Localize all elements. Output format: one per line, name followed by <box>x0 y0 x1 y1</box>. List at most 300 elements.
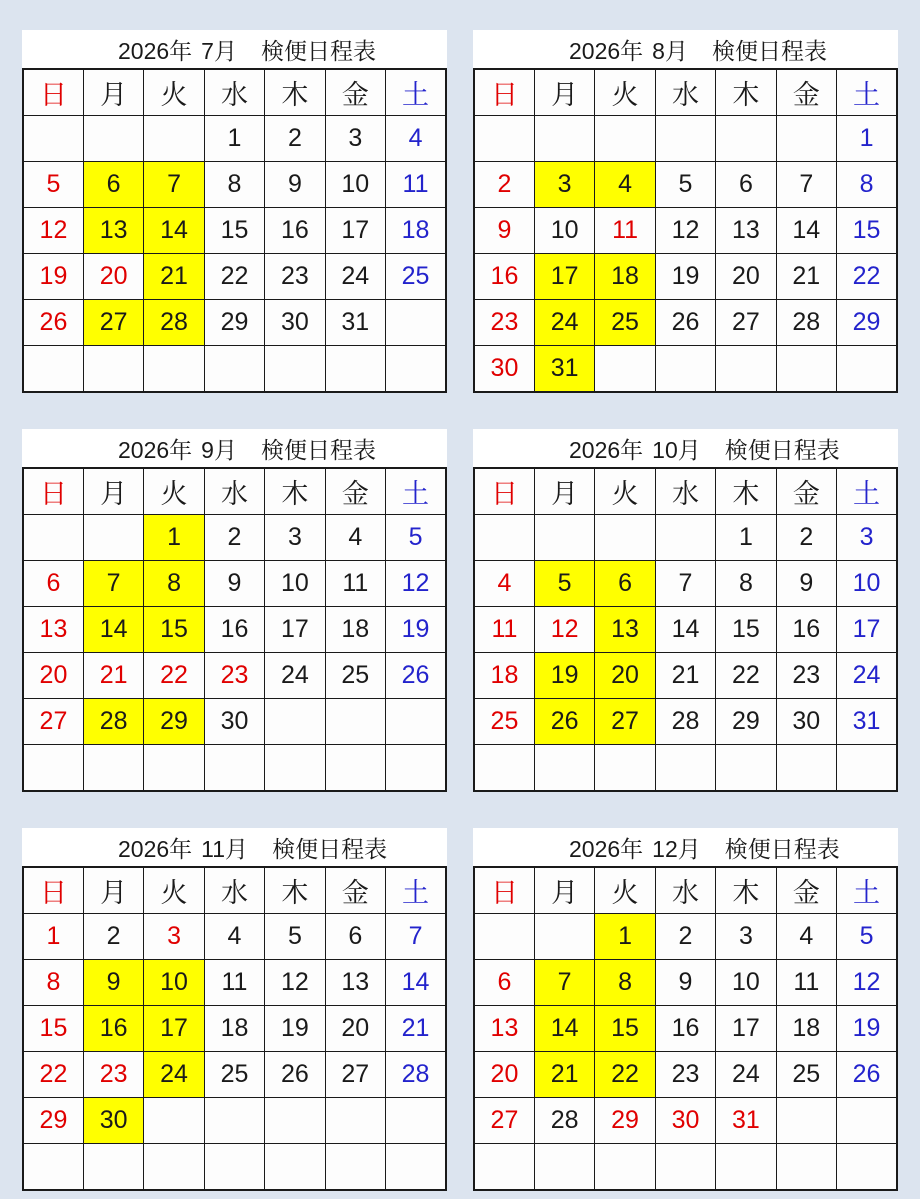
day-cell-19: 19 <box>534 653 594 699</box>
day-cell-empty <box>265 1098 325 1144</box>
weekday-header-row <box>474 468 897 515</box>
day-cell-empty <box>325 346 385 393</box>
weekday-header-row <box>23 468 446 515</box>
day-cell-empty <box>83 346 143 393</box>
day-cell-29: 29 <box>204 300 264 346</box>
day-cell-5: 5 <box>534 561 594 607</box>
weekday-header-fri: 金 <box>776 69 836 116</box>
day-cell-empty <box>23 515 83 561</box>
day-cell-empty <box>776 1098 836 1144</box>
day-cell-28: 28 <box>776 300 836 346</box>
day-cell-6: 6 <box>716 162 776 208</box>
weekday-header-mon: 月 <box>83 69 143 116</box>
day-cell-4: 4 <box>325 515 385 561</box>
day-cell-18: 18 <box>474 653 534 699</box>
day-cell-24: 24 <box>325 254 385 300</box>
week-row <box>474 208 897 254</box>
day-cell-2: 2 <box>83 914 143 960</box>
day-cell-20: 20 <box>23 653 83 699</box>
weekday-header-fri: 金 <box>776 867 836 914</box>
day-cell-14: 14 <box>655 607 715 653</box>
weekday-header-thu: 木 <box>716 468 776 515</box>
week-row <box>474 1144 897 1191</box>
day-cell-empty <box>474 116 534 162</box>
day-cell-empty <box>716 346 776 393</box>
day-cell-30: 30 <box>655 1098 715 1144</box>
day-cell-empty <box>474 745 534 792</box>
day-cell-empty <box>23 346 83 393</box>
day-cell-empty <box>265 745 325 792</box>
calendar-title-year: 2026年 <box>569 37 644 64</box>
day-cell-17: 17 <box>144 1006 204 1052</box>
calendar-title-suffix: 検便日程表 <box>711 37 827 64</box>
day-cell-empty <box>265 1144 325 1191</box>
day-cell-22: 22 <box>144 653 204 699</box>
day-cell-19: 19 <box>265 1006 325 1052</box>
calendar-title-year: 2026年 <box>118 835 193 862</box>
day-cell-1: 1 <box>144 515 204 561</box>
weekday-header-sat: 土 <box>837 69 897 116</box>
weekday-header-mon: 月 <box>534 867 594 914</box>
day-cell-empty <box>534 745 594 792</box>
week-row <box>474 346 897 393</box>
day-cell-4: 4 <box>386 116 446 162</box>
calendar-title-month: 9月 <box>201 436 237 463</box>
day-cell-empty <box>386 1144 446 1191</box>
day-cell-empty <box>837 745 897 792</box>
day-cell-empty <box>776 1144 836 1191</box>
calendar-body <box>474 515 897 792</box>
week-row <box>474 1006 897 1052</box>
day-cell-27: 27 <box>595 699 655 745</box>
day-cell-10: 10 <box>325 162 385 208</box>
day-cell-13: 13 <box>474 1006 534 1052</box>
day-cell-9: 9 <box>204 561 264 607</box>
day-cell-19: 19 <box>837 1006 897 1052</box>
day-cell-23: 23 <box>204 653 264 699</box>
day-cell-20: 20 <box>716 254 776 300</box>
day-cell-20: 20 <box>474 1052 534 1098</box>
day-cell-29: 29 <box>716 699 776 745</box>
week-row <box>474 254 897 300</box>
weekday-header-wed: 水 <box>655 69 715 116</box>
day-cell-empty <box>837 346 897 393</box>
day-cell-9: 9 <box>474 208 534 254</box>
calendar-title-month: 10月 <box>652 436 701 463</box>
day-cell-empty <box>534 116 594 162</box>
day-cell-29: 29 <box>144 699 204 745</box>
week-row <box>23 914 446 960</box>
calendar-block-1 <box>22 30 447 393</box>
day-cell-2: 2 <box>776 515 836 561</box>
calendar-block-4 <box>473 429 898 792</box>
day-cell-4: 4 <box>595 162 655 208</box>
calendar-table <box>473 467 898 792</box>
week-row <box>23 208 446 254</box>
day-cell-31: 31 <box>325 300 385 346</box>
calendar-block-3 <box>22 429 447 792</box>
day-cell-empty <box>204 346 264 393</box>
day-cell-empty <box>204 1144 264 1191</box>
day-cell-16: 16 <box>776 607 836 653</box>
calendar-title-suffix: 検便日程表 <box>260 436 376 463</box>
calendar-title <box>22 30 447 68</box>
day-cell-1: 1 <box>716 515 776 561</box>
calendar-body <box>474 116 897 393</box>
weekday-header-fri: 金 <box>325 867 385 914</box>
week-row <box>474 914 897 960</box>
calendar-title-suffix: 検便日程表 <box>724 436 840 463</box>
day-cell-5: 5 <box>265 914 325 960</box>
day-cell-12: 12 <box>386 561 446 607</box>
week-row <box>474 1098 897 1144</box>
week-row <box>474 300 897 346</box>
week-row <box>23 254 446 300</box>
day-cell-31: 31 <box>837 699 897 745</box>
day-cell-19: 19 <box>655 254 715 300</box>
day-cell-10: 10 <box>837 561 897 607</box>
day-cell-3: 3 <box>265 515 325 561</box>
day-cell-empty <box>386 1098 446 1144</box>
day-cell-27: 27 <box>716 300 776 346</box>
day-cell-4: 4 <box>204 914 264 960</box>
day-cell-3: 3 <box>144 914 204 960</box>
day-cell-17: 17 <box>265 607 325 653</box>
day-cell-empty <box>23 116 83 162</box>
weekday-header-tue: 火 <box>144 468 204 515</box>
day-cell-18: 18 <box>204 1006 264 1052</box>
day-cell-6: 6 <box>83 162 143 208</box>
day-cell-13: 13 <box>716 208 776 254</box>
day-cell-24: 24 <box>716 1052 776 1098</box>
day-cell-30: 30 <box>83 1098 143 1144</box>
day-cell-2: 2 <box>204 515 264 561</box>
day-cell-23: 23 <box>474 300 534 346</box>
day-cell-8: 8 <box>144 561 204 607</box>
day-cell-26: 26 <box>837 1052 897 1098</box>
calendar-title-year: 2026年 <box>569 835 644 862</box>
day-cell-8: 8 <box>23 960 83 1006</box>
calendar-title <box>473 828 898 866</box>
week-row <box>474 1052 897 1098</box>
day-cell-21: 21 <box>776 254 836 300</box>
day-cell-empty <box>655 515 715 561</box>
day-cell-28: 28 <box>386 1052 446 1098</box>
day-cell-14: 14 <box>83 607 143 653</box>
calendar-title-suffix: 検便日程表 <box>272 835 388 862</box>
weekday-header-wed: 水 <box>204 867 264 914</box>
day-cell-empty <box>386 300 446 346</box>
week-row <box>23 653 446 699</box>
day-cell-18: 18 <box>386 208 446 254</box>
calendar-title-month: 7月 <box>201 37 237 64</box>
calendar-body <box>474 914 897 1191</box>
day-cell-empty <box>716 745 776 792</box>
day-cell-17: 17 <box>716 1006 776 1052</box>
day-cell-28: 28 <box>655 699 715 745</box>
weekday-header-sat: 土 <box>386 867 446 914</box>
day-cell-25: 25 <box>595 300 655 346</box>
day-cell-17: 17 <box>325 208 385 254</box>
day-cell-18: 18 <box>325 607 385 653</box>
day-cell-29: 29 <box>23 1098 83 1144</box>
weekday-header-sun: 日 <box>474 69 534 116</box>
day-cell-11: 11 <box>386 162 446 208</box>
day-cell-empty <box>144 1098 204 1144</box>
day-cell-empty <box>325 699 385 745</box>
day-cell-8: 8 <box>837 162 897 208</box>
calendar-table <box>22 68 447 393</box>
week-row <box>474 960 897 1006</box>
day-cell-23: 23 <box>83 1052 143 1098</box>
day-cell-empty <box>655 745 715 792</box>
weekday-header-fri: 金 <box>325 69 385 116</box>
weekday-header-thu: 木 <box>716 867 776 914</box>
day-cell-empty <box>474 515 534 561</box>
day-cell-6: 6 <box>595 561 655 607</box>
weekday-header-tue: 火 <box>595 867 655 914</box>
calendar-title-suffix: 検便日程表 <box>724 835 840 862</box>
day-cell-2: 2 <box>265 116 325 162</box>
week-row <box>474 561 897 607</box>
week-row <box>474 699 897 745</box>
week-row <box>474 116 897 162</box>
day-cell-10: 10 <box>265 561 325 607</box>
weekday-header-sun: 日 <box>23 69 83 116</box>
day-cell-16: 16 <box>265 208 325 254</box>
day-cell-12: 12 <box>265 960 325 1006</box>
day-cell-9: 9 <box>265 162 325 208</box>
weekday-header-mon: 月 <box>83 867 143 914</box>
week-row <box>23 116 446 162</box>
day-cell-13: 13 <box>595 607 655 653</box>
week-row <box>23 699 446 745</box>
day-cell-17: 17 <box>534 254 594 300</box>
weekday-header-mon: 月 <box>534 468 594 515</box>
calendar-title-month: 11月 <box>201 835 249 862</box>
weekday-header-sat: 土 <box>386 69 446 116</box>
weekday-header-sun: 日 <box>474 867 534 914</box>
day-cell-25: 25 <box>325 653 385 699</box>
day-cell-10: 10 <box>534 208 594 254</box>
day-cell-30: 30 <box>265 300 325 346</box>
weekday-header-sun: 日 <box>23 468 83 515</box>
day-cell-empty <box>386 699 446 745</box>
day-cell-8: 8 <box>204 162 264 208</box>
day-cell-11: 11 <box>776 960 836 1006</box>
weekday-header-mon: 月 <box>83 468 143 515</box>
day-cell-20: 20 <box>325 1006 385 1052</box>
weekday-header-tue: 火 <box>595 69 655 116</box>
day-cell-23: 23 <box>776 653 836 699</box>
day-cell-empty <box>776 346 836 393</box>
day-cell-21: 21 <box>83 653 143 699</box>
weekday-header-sat: 土 <box>837 468 897 515</box>
weekday-header-mon: 月 <box>534 69 594 116</box>
day-cell-15: 15 <box>23 1006 83 1052</box>
day-cell-16: 16 <box>83 1006 143 1052</box>
week-row <box>23 346 446 393</box>
calendar-table <box>473 68 898 393</box>
day-cell-empty <box>534 1144 594 1191</box>
day-cell-empty <box>144 1144 204 1191</box>
day-cell-8: 8 <box>595 960 655 1006</box>
day-cell-12: 12 <box>655 208 715 254</box>
calendar-title <box>22 429 447 467</box>
day-cell-empty <box>325 1098 385 1144</box>
day-cell-empty <box>144 116 204 162</box>
day-cell-empty <box>595 116 655 162</box>
day-cell-12: 12 <box>837 960 897 1006</box>
calendar-table <box>473 866 898 1191</box>
weekday-header-sat: 土 <box>837 867 897 914</box>
weekday-header-row <box>23 867 446 914</box>
weekday-header-sun: 日 <box>474 468 534 515</box>
day-cell-9: 9 <box>655 960 715 1006</box>
week-row <box>474 515 897 561</box>
day-cell-9: 9 <box>776 561 836 607</box>
day-cell-15: 15 <box>204 208 264 254</box>
day-cell-22: 22 <box>716 653 776 699</box>
day-cell-empty <box>655 346 715 393</box>
day-cell-17: 17 <box>837 607 897 653</box>
day-cell-7: 7 <box>386 914 446 960</box>
weekday-header-fri: 金 <box>325 468 385 515</box>
weekday-header-row <box>474 69 897 116</box>
day-cell-21: 21 <box>655 653 715 699</box>
day-cell-18: 18 <box>776 1006 836 1052</box>
day-cell-empty <box>204 745 264 792</box>
day-cell-22: 22 <box>595 1052 655 1098</box>
weekday-header-thu: 木 <box>716 69 776 116</box>
day-cell-12: 12 <box>23 208 83 254</box>
day-cell-26: 26 <box>534 699 594 745</box>
day-cell-15: 15 <box>837 208 897 254</box>
day-cell-22: 22 <box>837 254 897 300</box>
week-row <box>23 1006 446 1052</box>
week-row <box>23 300 446 346</box>
day-cell-empty <box>595 346 655 393</box>
day-cell-empty <box>837 1144 897 1191</box>
day-cell-3: 3 <box>325 116 385 162</box>
day-cell-23: 23 <box>655 1052 715 1098</box>
day-cell-empty <box>83 745 143 792</box>
calendar-title-year: 2026年 <box>118 436 193 463</box>
day-cell-empty <box>776 116 836 162</box>
day-cell-23: 23 <box>265 254 325 300</box>
calendar-title-year: 2026年 <box>569 436 644 463</box>
day-cell-30: 30 <box>776 699 836 745</box>
calendar-title <box>473 429 898 467</box>
weekday-header-sun: 日 <box>23 867 83 914</box>
day-cell-27: 27 <box>325 1052 385 1098</box>
day-cell-empty <box>595 515 655 561</box>
day-cell-24: 24 <box>534 300 594 346</box>
day-cell-14: 14 <box>144 208 204 254</box>
day-cell-7: 7 <box>655 561 715 607</box>
day-cell-7: 7 <box>83 561 143 607</box>
day-cell-18: 18 <box>595 254 655 300</box>
week-row <box>23 515 446 561</box>
day-cell-10: 10 <box>144 960 204 1006</box>
calendar-block-2 <box>473 30 898 393</box>
day-cell-empty <box>386 346 446 393</box>
day-cell-15: 15 <box>144 607 204 653</box>
day-cell-27: 27 <box>23 699 83 745</box>
day-cell-24: 24 <box>144 1052 204 1098</box>
day-cell-31: 31 <box>716 1098 776 1144</box>
day-cell-24: 24 <box>265 653 325 699</box>
day-cell-25: 25 <box>474 699 534 745</box>
day-cell-21: 21 <box>534 1052 594 1098</box>
day-cell-26: 26 <box>386 653 446 699</box>
day-cell-21: 21 <box>386 1006 446 1052</box>
day-cell-1: 1 <box>595 914 655 960</box>
weekday-header-wed: 水 <box>655 867 715 914</box>
weekday-header-row <box>474 867 897 914</box>
day-cell-25: 25 <box>776 1052 836 1098</box>
day-cell-19: 19 <box>23 254 83 300</box>
weekday-header-thu: 木 <box>265 867 325 914</box>
day-cell-empty <box>386 745 446 792</box>
week-row <box>23 607 446 653</box>
day-cell-26: 26 <box>265 1052 325 1098</box>
day-cell-16: 16 <box>474 254 534 300</box>
day-cell-25: 25 <box>386 254 446 300</box>
week-row <box>23 162 446 208</box>
day-cell-6: 6 <box>474 960 534 1006</box>
day-cell-20: 20 <box>595 653 655 699</box>
day-cell-5: 5 <box>837 914 897 960</box>
calendar-title <box>22 828 447 866</box>
day-cell-11: 11 <box>325 561 385 607</box>
day-cell-14: 14 <box>776 208 836 254</box>
calendar-body <box>23 116 446 393</box>
day-cell-19: 19 <box>386 607 446 653</box>
weekday-header-wed: 水 <box>204 468 264 515</box>
calendar-body <box>23 515 446 792</box>
calendar-title-suffix: 検便日程表 <box>260 37 376 64</box>
day-cell-8: 8 <box>716 561 776 607</box>
day-cell-30: 30 <box>474 346 534 393</box>
day-cell-empty <box>204 1098 264 1144</box>
day-cell-11: 11 <box>474 607 534 653</box>
day-cell-6: 6 <box>23 561 83 607</box>
day-cell-empty <box>23 745 83 792</box>
week-row <box>23 561 446 607</box>
day-cell-empty <box>83 1144 143 1191</box>
day-cell-empty <box>534 515 594 561</box>
day-cell-14: 14 <box>386 960 446 1006</box>
day-cell-21: 21 <box>144 254 204 300</box>
day-cell-7: 7 <box>144 162 204 208</box>
calendar-block-6 <box>473 828 898 1191</box>
day-cell-29: 29 <box>837 300 897 346</box>
day-cell-27: 27 <box>83 300 143 346</box>
day-cell-13: 13 <box>23 607 83 653</box>
day-cell-2: 2 <box>474 162 534 208</box>
day-cell-4: 4 <box>474 561 534 607</box>
calendar-table <box>22 467 447 792</box>
day-cell-29: 29 <box>595 1098 655 1144</box>
weekday-header-row <box>23 69 446 116</box>
weekday-header-tue: 火 <box>144 867 204 914</box>
calendar-block-5 <box>22 828 447 1191</box>
weekday-header-fri: 金 <box>776 468 836 515</box>
day-cell-1: 1 <box>837 116 897 162</box>
weekday-header-wed: 水 <box>655 468 715 515</box>
day-cell-empty <box>595 745 655 792</box>
